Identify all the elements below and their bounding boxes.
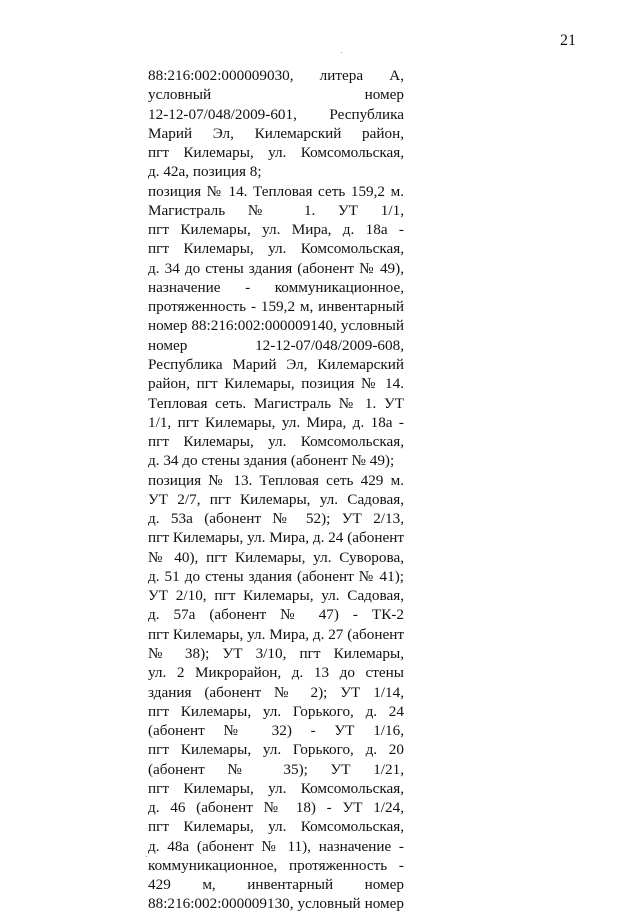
text-line: пгт Килемары, ул. Мира, д. 27 (абонент (148, 625, 404, 643)
text-line: пгт Килемары, ул. Комсомольская, (148, 818, 404, 836)
text-line: пгт Килемары, ул. Комсомольская, (148, 240, 404, 258)
text-line: пгт Килемары, ул. Комсомольская, (148, 144, 404, 162)
text-line: д. 51 до стены здания (абонент № 41); (148, 567, 404, 585)
text-line: № 38); УТ 3/10, пгт Килемары, (148, 644, 404, 662)
scan-speck (341, 52, 342, 53)
text-line: 12-12-07/048/2009-601, Республика (148, 105, 404, 123)
text-line: пгт Килемары, ул. Мира, д. 24 (абонент (148, 529, 404, 547)
text-line: д. 34 до стены здания (абонент № 49), (148, 259, 404, 277)
text-line: номер 88:216:002:000009140, условный (148, 317, 404, 335)
text-line: Магистраль № 1. УТ 1/1, (148, 201, 404, 219)
text-line: пгт Килемары, ул. Комсомольская, (148, 779, 404, 797)
scan-speck (146, 856, 147, 857)
text-line: позиция № 14. Тепловая сеть 159,2 м. (148, 182, 404, 200)
text-line: д. 48а (абонент № 11), назначение - (148, 837, 404, 855)
text-line: пгт Килемары, ул. Горького, д. 20 (148, 741, 404, 759)
text-line: район, пгт Килемары, позиция № 14. (148, 375, 404, 393)
text-line: д. 42а, позиция 8; (148, 163, 262, 181)
text-line: д. 57а (абонент № 47) - ТК-2 (148, 606, 404, 624)
text-line: Республика Марий Эл, Килемарский (148, 355, 404, 373)
text-line: (абонент № 35); УТ 1/21, (148, 760, 404, 778)
text-line: условный номер (148, 86, 404, 104)
text-line: д. 34 до стены здания (абонент № 49); (148, 452, 395, 470)
text-line: д. 53а (абонент № 52); УТ 2/13, (148, 510, 404, 528)
text-line: (абонент № 32) - УТ 1/16, (148, 722, 404, 740)
text-line: 88:216:002:000009130, условный номер (148, 895, 404, 913)
text-line: УТ 2/10, пгт Килемары, ул. Садовая, (148, 587, 404, 605)
text-line: здания (абонент № 2); УТ 1/14, (148, 683, 404, 701)
document-body-text (148, 66, 404, 914)
text-line: 88:216:002:000009030, литера А, (148, 67, 404, 84)
text-line: УТ 2/7, пгт Килемары, ул. Садовая, (148, 490, 404, 508)
text-line: № 40), пгт Килемары, ул. Суворова, (148, 548, 404, 566)
page-number: 21 (560, 32, 576, 49)
text-line: протяженность - 159,2 м, инвентарный (148, 298, 404, 316)
text-line: 429 м, инвентарный номер (148, 876, 404, 894)
text-line: номер 12-12-07/048/2009-608, (148, 336, 404, 354)
text-line: позиция № 13. Тепловая сеть 429 м. (148, 471, 404, 489)
text-line: Тепловая сеть. Магистраль № 1. УТ (148, 394, 404, 412)
text-line: пгт Килемары, ул. Горького, д. 24 (148, 702, 404, 720)
text-line: д. 46 (абонент № 18) - УТ 1/24, (148, 799, 404, 817)
text-line: пгт Килемары, ул. Мира, д. 18а - (148, 221, 404, 239)
text-line: 1/1, пгт Килемары, ул. Мира, д. 18а - (148, 413, 404, 431)
text-line: ул. 2 Микрорайон, д. 13 до стены (148, 664, 404, 682)
text-line: назначение - коммуникационное, (148, 278, 404, 296)
text-line: пгт Килемары, ул. Комсомольская, (148, 433, 404, 451)
text-line: Марий Эл, Килемарский район, (148, 124, 404, 142)
text-line: коммуникационное, протяженность - (148, 856, 404, 874)
